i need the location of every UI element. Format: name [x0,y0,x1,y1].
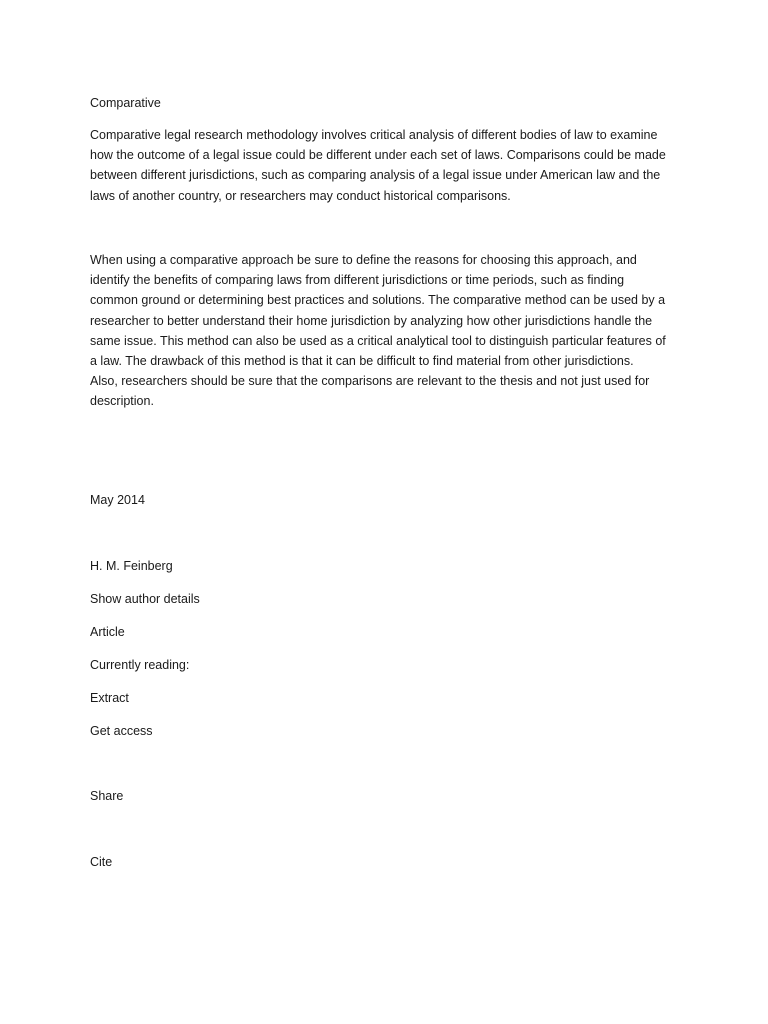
paragraph-line: Comparative legal research methodology involves critical analysis of different bodies of law to examine [90,128,658,142]
article-type-label: Article [90,625,125,639]
cite-text: Cite [90,855,113,869]
paragraph-line: Also, researchers should be sure that the comparisons are relevant to the thesis and not just used for [90,374,650,389]
paragraph-line: researcher to better understand their home jurisdiction by analyzing how other jurisdictions handle the [90,313,653,328]
get-access-text: Get access [90,724,153,738]
paragraph-line: how the outcome of a legal issue could be different under each set of laws. Comparisons could be made [90,148,666,163]
show-author-details-link: Show author details [90,592,200,606]
paragraph-intro [90,125,678,206]
paragraph-line: same issue. This method can also be used as a critical analytical tool to distinguish particular features of [90,333,666,348]
publication-date: May 2014 [90,493,145,507]
currently-reading-label: Currently reading: [90,658,190,672]
paragraph-approach [90,250,678,412]
paragraph-line: a law. The drawback of this method is that it can be difficult to find material from other jurisdictions. [90,354,634,369]
share-text: Share [90,789,124,803]
extract-label: Extract [90,691,129,705]
paragraph-line: common ground or determining best practices and solutions. The comparative method can be used by a [90,293,666,308]
paragraph-line: When using a comparative approach be sure to define the reasons for choosing this approach, and [90,253,637,267]
paragraph-line: description. [90,394,154,409]
author-name: H. M. Feinberg [90,559,173,573]
paragraph-line: between different jurisdictions, such as comparing analysis of a legal issue under American law and the [90,168,661,183]
paragraph-line: laws of another country, or researchers may conduct historical comparisons. [90,188,511,203]
section-heading: Comparative [90,96,161,110]
paragraph-line: identify the benefits of comparing laws from different jurisdictions or time periods, such as finding [90,273,625,288]
